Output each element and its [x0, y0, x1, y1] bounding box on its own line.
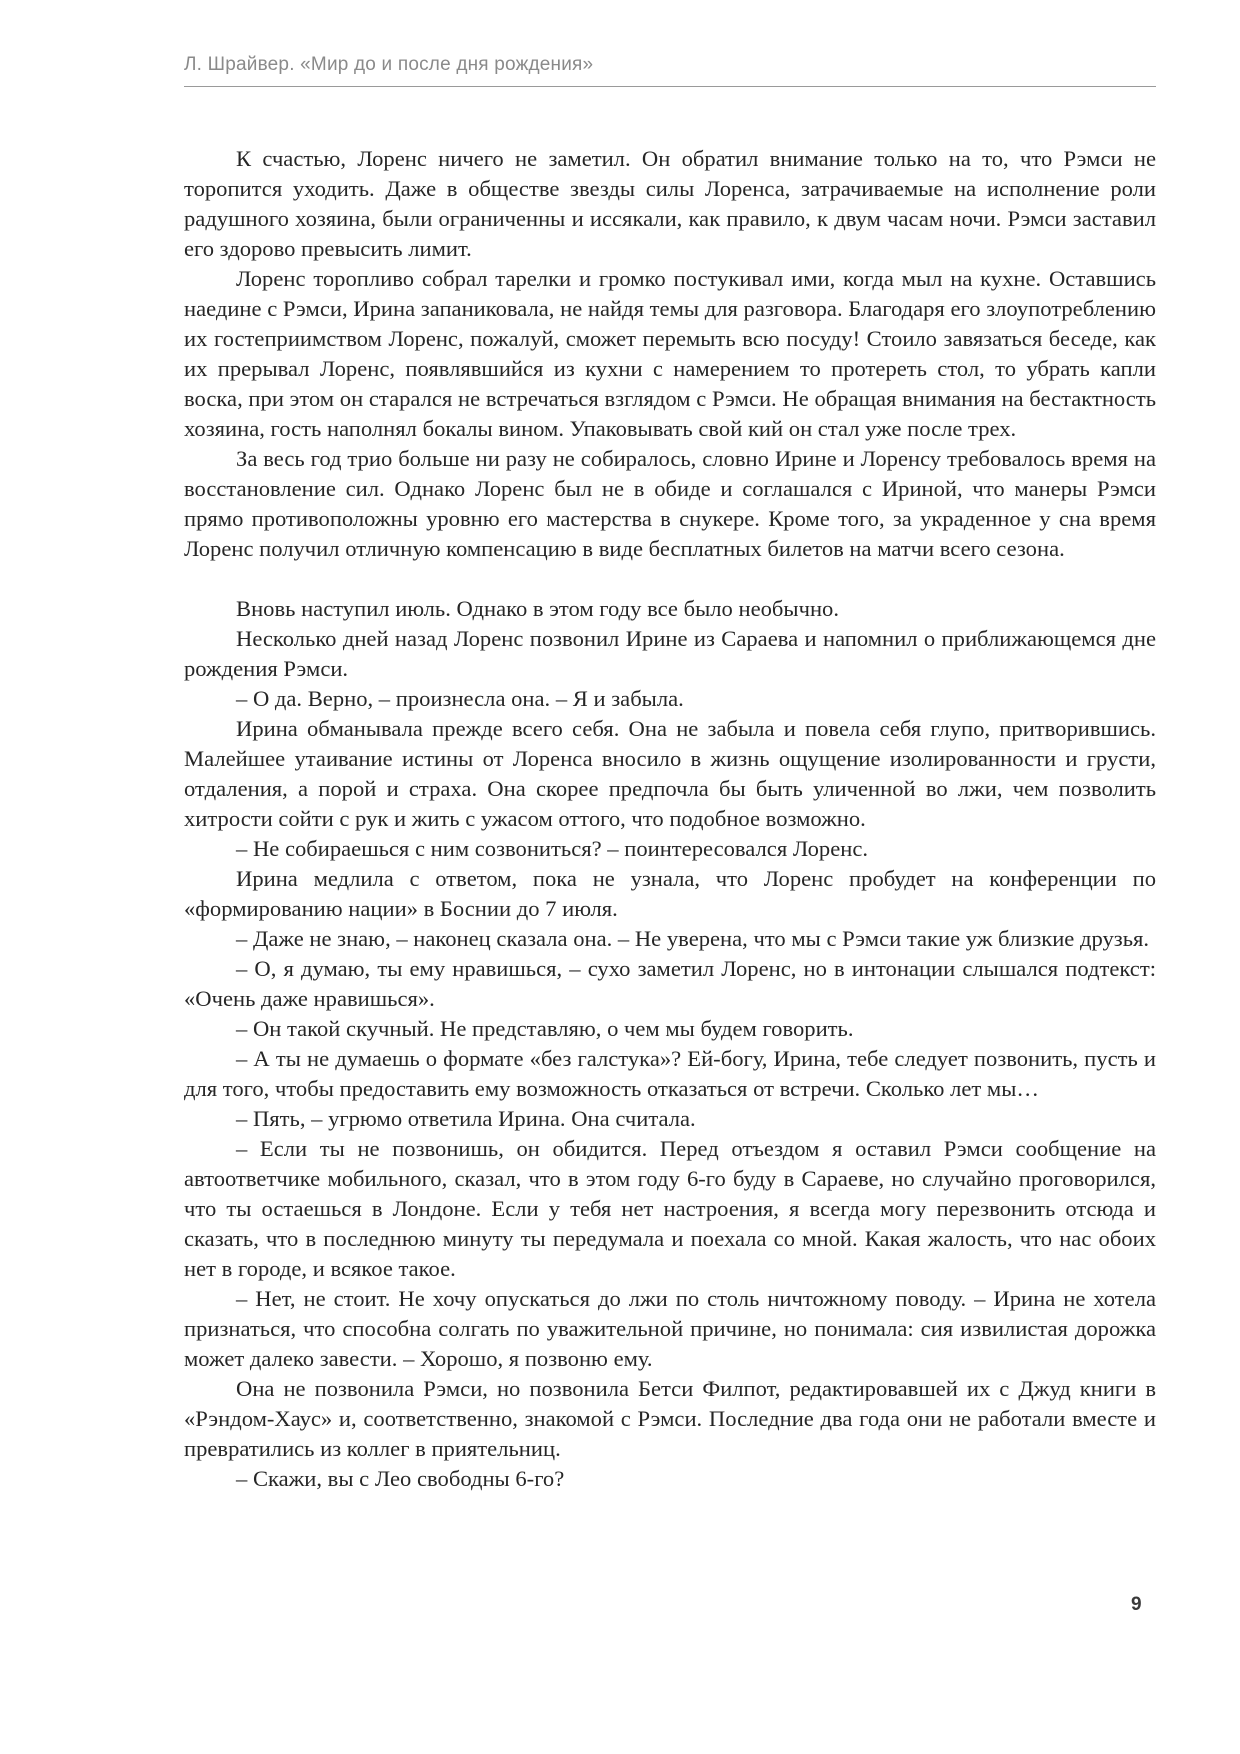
paragraph: За весь год трио больше ни разу не собиралось, словно Ирине и Лоренсу требовалось время на восстановление сил. Однако Лоренс был не в обиде и соглашался с Ириной, что манеры Рэмси прямо противоположны уровню его мастерства в снукере. Кроме того, за украденное у сна время Лоренс получил отличную компенсацию в виде бесплатных билетов на матчи всего сезона. — [184, 446, 1156, 561]
paragraph: – Пять, – угрюмо ответила Ирина. Она считала. — [236, 1106, 696, 1131]
body-text — [184, 144, 1156, 1494]
paragraph: – Скажи, вы с Лео свободны 6-го? — [236, 1466, 565, 1491]
paragraph: – Даже не знаю, – наконец сказала она. – Не уверена, что мы с Рэмси такие уж близкие друзья. — [236, 926, 1150, 951]
paragraph: – Не собираешься с ним созвониться? – поинтересовался Лоренс. — [236, 836, 869, 861]
running-header: Л. Шрайвер. «Мир до и после дня рождения» — [184, 54, 594, 75]
paragraph: Ирина обманывала прежде всего себя. Она не забыла и повела себя глупо, притворившись. Малейшее утаивание истины от Лоренса вносило в жизнь ощущение изолированности и грусти, отдаления, а порой и страха. Она скорее предпочла бы быть уличенной во лжи, чем позволить хитрости сойти с рук и жить с ужасом оттого, что подобное возможно. — [184, 716, 1156, 831]
page-number: 9 — [1131, 1594, 1142, 1615]
paragraph: – Если ты не позвонишь, он обидится. Перед отъездом я оставил Рэмси сообщение на автоответчике мобильного, сказал, что в этом году 6-го буду в Сараеве, но случайно проговорился, что ты остаешься в Лондоне. Если у тебя нет настроения, я всегда могу перезвонить отсюда и сказать, что в последнюю минуту ты передумала и поехала со мной. Какая жалость, что нас обоих нет в городе, и всякое такое. — [184, 1136, 1156, 1281]
paragraph: – Нет, не стоит. Не хочу опускаться до лжи по столь ничтожному поводу. – Ирина не хотела признаться, что способна солгать по уважительной причине, но понимала: сия извилистая дорожка может далеко завести. – Хорошо, я позвоню ему. — [184, 1286, 1156, 1371]
paragraph: – О да. Верно, – произнесла она. – Я и забыла. — [236, 686, 684, 711]
header-divider — [184, 86, 1156, 87]
paragraph: – О, я думаю, ты ему нравишься, – сухо заметил Лоренс, но в интонации слышался подтекст: «Очень даже нравишься». — [184, 956, 1156, 1011]
paragraph: Ирина медлила с ответом, пока не узнала, что Лоренс пробудет на конференции по «формированию нации» в Боснии до 7 июля. — [184, 866, 1156, 921]
paragraph: Вновь наступил июль. Однако в этом году все было необычно. — [236, 596, 839, 621]
section-break — [184, 564, 1156, 594]
paragraph: – Он такой скучный. Не представляю, о чем мы будем говорить. — [236, 1016, 854, 1041]
paragraph: – А ты не думаешь о формате «без галстука»? Ей-богу, Ирина, тебе следует позвонить, пусть и для того, чтобы предоставить ему возможность отказаться от встречи. Сколько лет мы… — [184, 1046, 1156, 1101]
paragraph: Она не позвонила Рэмси, но позвонила Бетси Филпот, редактировавшей их с Джуд книги в «Рэндом-Хаус» и, соответственно, знакомой с Рэмси. Последние два года они не работали вместе и превратились из коллег в приятельниц. — [184, 1376, 1156, 1461]
paragraph: К счастью, Лоренс ничего не заметил. Он обратил внимание только на то, что Рэмси не торопится уходить. Даже в обществе звезды силы Лоренса, затрачиваемые на исполнение роли радушного хозяина, были ограниченны и иссякали, как правило, к двум часам ночи. Рэмси заставил его здорово превысить лимит. — [184, 146, 1156, 261]
paragraph: Несколько дней назад Лоренс позвонил Ирине из Сараева и напомнил о приближающемся дне рождения Рэмси. — [184, 626, 1156, 681]
paragraph: Лоренс торопливо собрал тарелки и громко постукивал ими, когда мыл на кухне. Оставшись наедине с Рэмси, Ирина запаниковала, не найдя темы для разговора. Благодаря его злоупотреблению их гостеприимством Лоренс, пожалуй, сможет перемыть всю посуду! Стоило завязаться беседе, как их прерывал Лоренс, появлявшийся из кухни с намерением то протереть стол, то убрать капли воска, при этом он старался не встречаться взглядом с Рэмси. Не обращая внимания на бестактность хозяина, гость наполнял бокалы вином. Упаковывать свой кий он стал уже после трех. — [184, 266, 1156, 441]
